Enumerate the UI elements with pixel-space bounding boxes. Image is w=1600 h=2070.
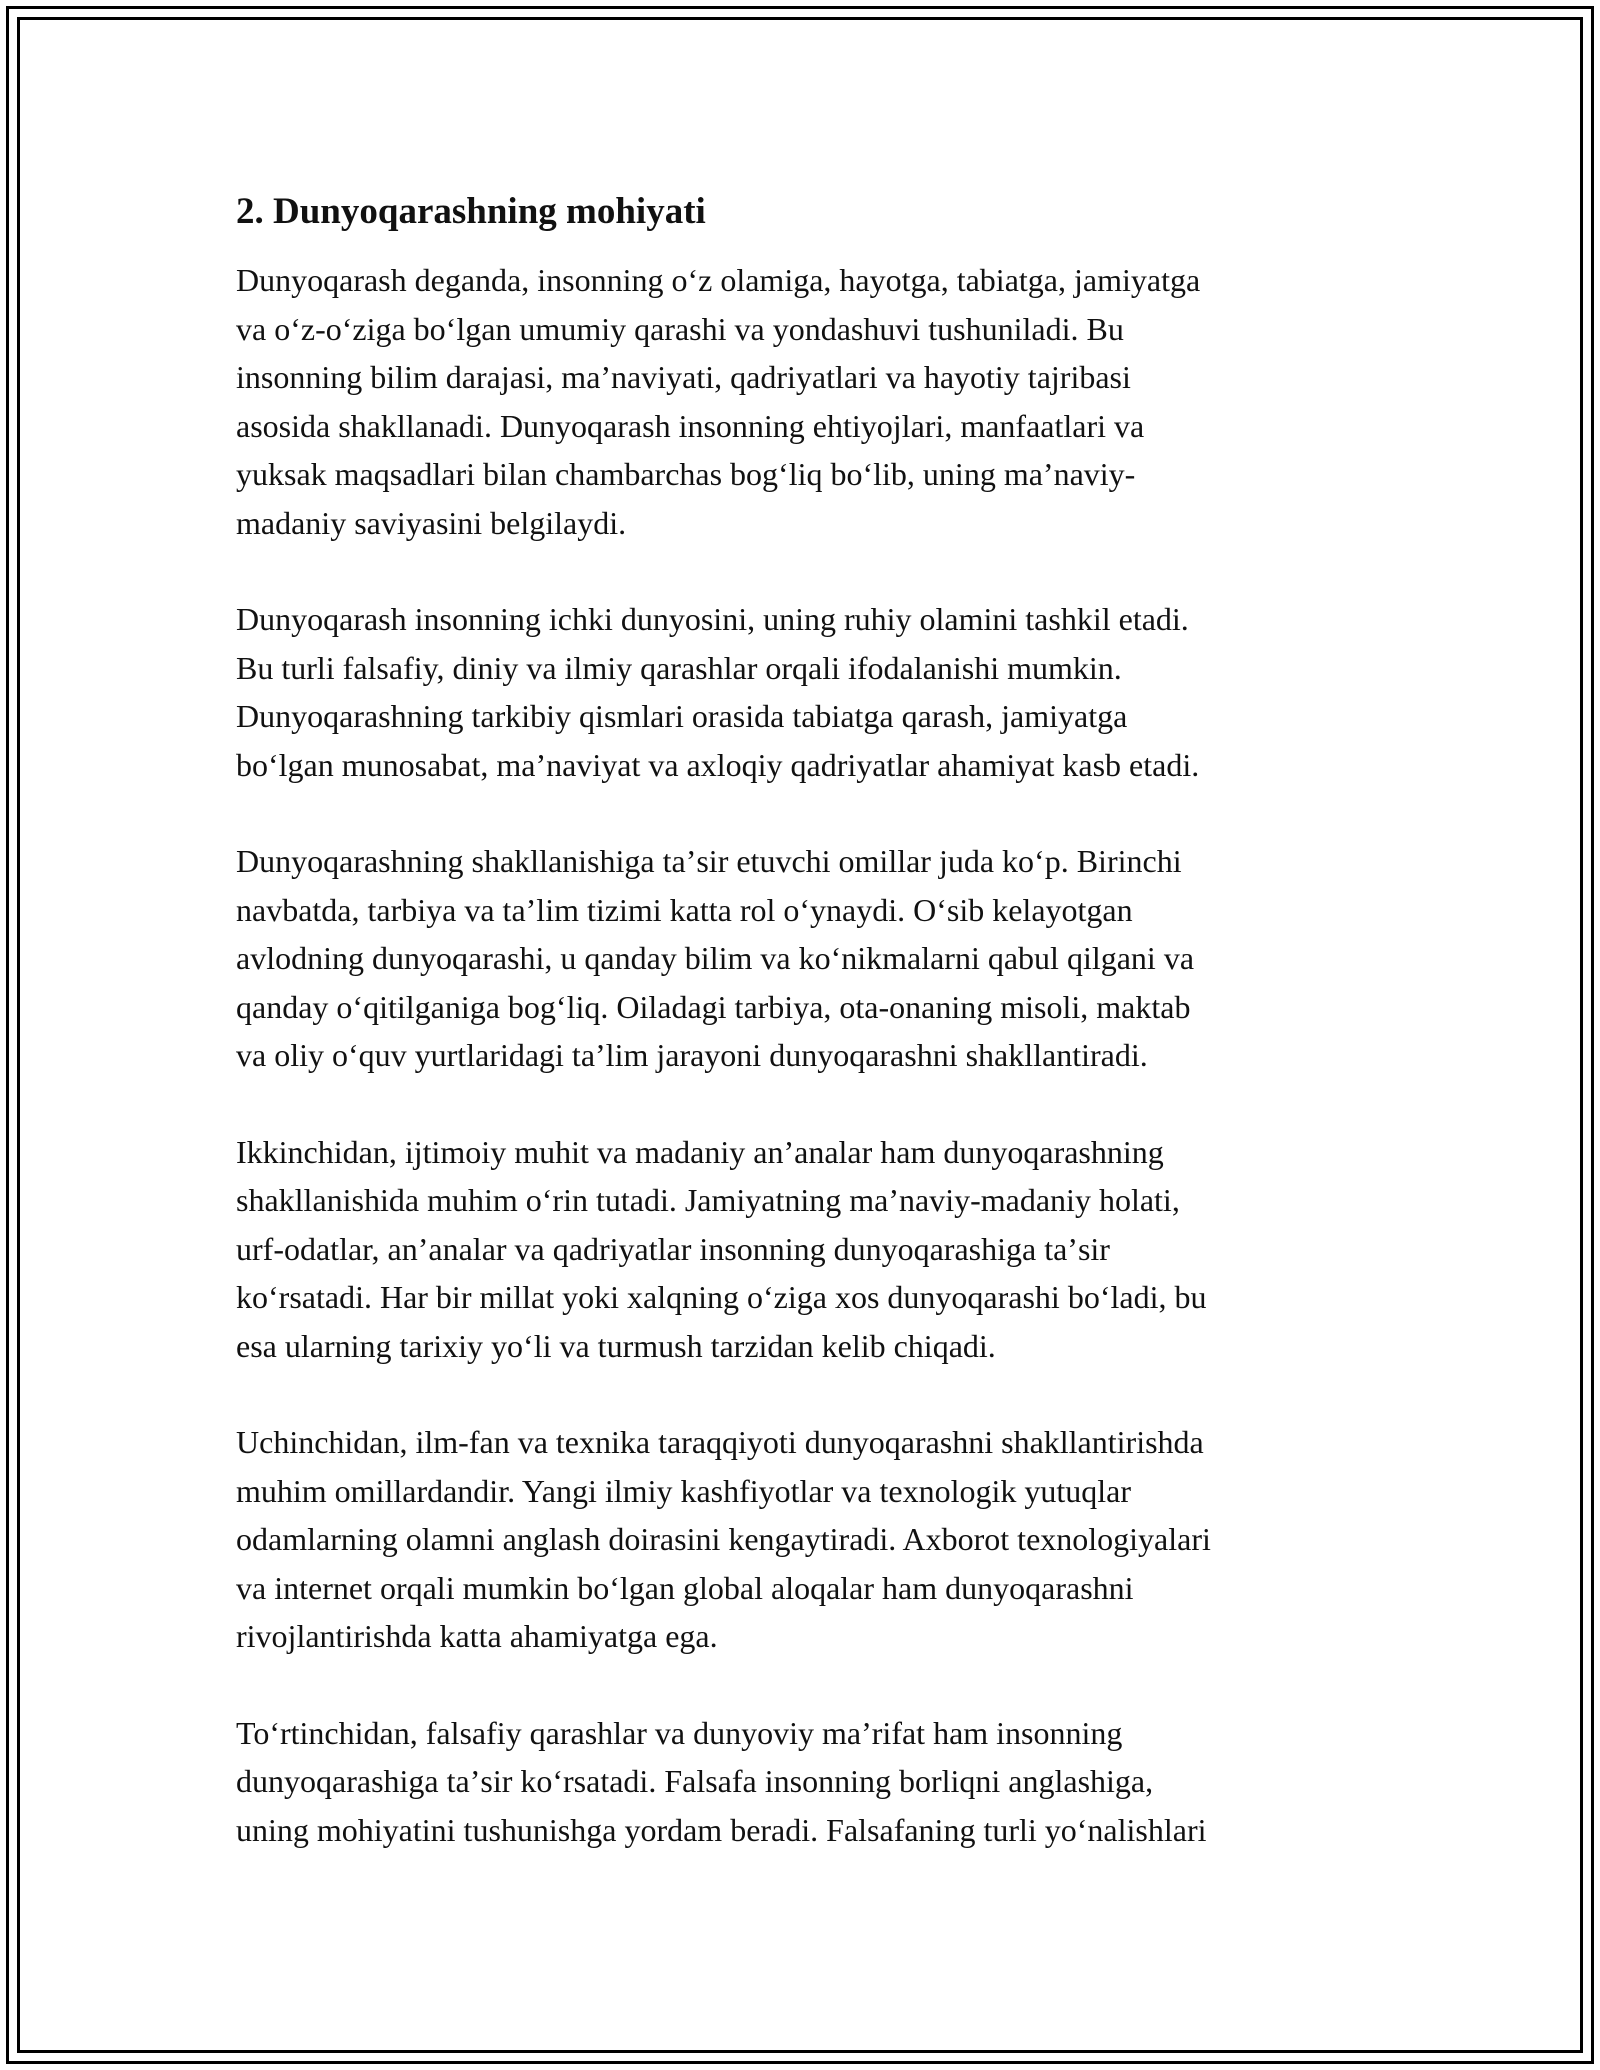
paragraph [236, 1128, 1366, 1371]
paragraph-line: urf-odatlar, anʼanalar va qadriyatlar insonning dunyoqarashiga taʼsir [236, 1230, 1110, 1267]
paragraph [236, 595, 1366, 789]
paragraph-line: insonning bilim darajasi, maʼnaviyati, qadriyatlari va hayotiy tajribasi [236, 359, 1131, 395]
paragraph-line: koʻrsatadi. Har bir millat yoki xalqning oʻziga xos dunyoqarashi boʻladi, bu [236, 1279, 1207, 1315]
paragraph [236, 1418, 1366, 1661]
paragraph-line: Dunyoqarash deganda, insonning oʻz olamiga, hayotga, tabiatga, jamiyatga [236, 262, 1201, 298]
paragraph-line: va internet orqali mumkin boʻlgan global aloqalar ham dunyoqarashni [236, 1569, 1134, 1606]
paragraph-line: odamlarning olamni anglash doirasini kengaytiradi. Axborot texnologiyalari [236, 1521, 1211, 1557]
paragraph-line: Uchinchidan, ilm-fan va texnika taraqqiyoti dunyoqarashni shakllantirishda [236, 1424, 1204, 1460]
paragraph-line: Ikkinchidan, ijtimoiy muhit va madaniy anʼanalar ham dunyoqarashning [236, 1133, 1164, 1170]
paragraph-line: shakllanishida muhim oʻrin tutadi. Jamiyatning maʼnaviy-madaniy holati, [236, 1182, 1180, 1218]
section-heading: 2. Dunyoqarashning mohiyati [236, 191, 706, 232]
paragraph-line: rivojlantirishda katta ahamiyatga ega. [236, 1618, 718, 1654]
paragraph-line: qanday oʻqitilganiga bogʻliq. Oiladagi tarbiya, ota-onaning misoli, maktab [236, 988, 1191, 1025]
paragraph-line: Dunyoqarashning tarkibiy qismlari orasida tabiatga qarash, jamiyatga [236, 698, 1128, 734]
paragraph [236, 256, 1366, 547]
paragraph-line: muhim omillardandir. Yangi ilmiy kashfiyotlar va texnologik yutuqlar [236, 1472, 1132, 1509]
paragraph-line: dunyoqarashiga taʼsir koʻrsatadi. Falsafa insonning borliqni anglashiga, [236, 1763, 1154, 1799]
paragraph-line: asosida shakllanadi. Dunyoqarash insonning ehtiyojlari, manfaatlari va [236, 407, 1145, 444]
paragraph-line: Dunyoqarash insonning ichki dunyosini, uning ruhiy olamini tashkil etadi. [236, 601, 1189, 637]
paragraph-line: madaniy saviyasini belgilaydi. [236, 504, 627, 541]
paragraph-list [236, 256, 1366, 1854]
paragraph-line: esa ularning tarixiy yoʻli va turmush tarzidan kelib chiqadi. [236, 1327, 996, 1364]
paragraph-line: boʻlgan munosabat, maʼnaviyat va axloqiy qadriyatlar ahamiyat kasb etadi. [236, 746, 1200, 783]
paragraph [236, 1709, 1366, 1855]
paragraph [236, 837, 1366, 1080]
paragraph-line: yuksak maqsadlari bilan chambarchas bogʻliq boʻlib, uning maʼnaviy- [236, 456, 1136, 492]
paragraph-line: Bu turli falsafiy, diniy va ilmiy qarashlar orqali ifodalanishi mumkin. [236, 649, 1122, 686]
paragraph-line: navbatda, tarbiya va taʼlim tizimi katta rol oʻynaydi. Oʻsib kelayotgan [236, 891, 1133, 928]
paragraph-line: uning mohiyatini tushunishga yordam beradi. Falsafaning turli yoʻnalishlari [236, 1811, 1207, 1848]
paragraph-line: avlodning dunyoqarashi, u qanday bilim va koʻnikmalarni qabul qilgani va [236, 940, 1195, 976]
paragraph-line: va oʻz-oʻziga boʻlgan umumiy qarashi va yondashuvi tushuniladi. Bu [236, 310, 1124, 347]
paragraph-line: Dunyoqarashning shakllanishiga taʼsir etuvchi omillar juda koʻp. Birinchi [236, 843, 1182, 879]
paragraph-line: Toʻrtinchidan, falsafiy qarashlar va dunyoviy maʼrifat ham insonning [236, 1714, 1123, 1751]
paragraph-line: va oliy oʻquv yurtlaridagi taʼlim jarayoni dunyoqarashni shakllantiradi. [236, 1037, 1148, 1073]
document-body [236, 186, 1366, 1902]
